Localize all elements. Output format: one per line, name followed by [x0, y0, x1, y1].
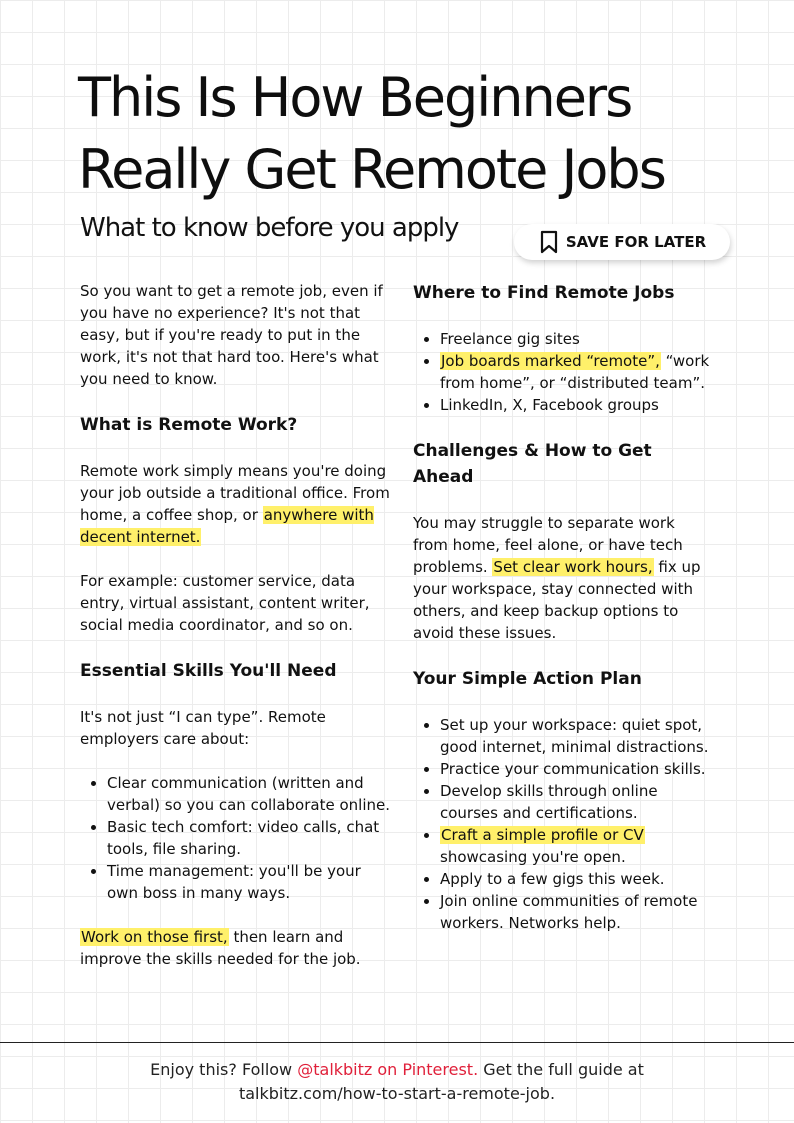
highlight-job-boards: Job boards marked “remote”, — [441, 352, 660, 370]
challenges-heading: Challenges & How to Get Ahead — [413, 441, 652, 487]
bookmark-icon — [538, 230, 560, 254]
footer-text-b: Get the full guide at — [478, 1060, 644, 1079]
highlight-clear-work-hours: Set clear work hours, — [493, 558, 653, 576]
challenges-text-b: fix up your workspace, stay connected with others, and keep backup options to avoid these issues. — [413, 558, 701, 642]
right-column — [413, 280, 713, 956]
list-item — [440, 824, 713, 868]
page-subtitle: What to know before you apply — [80, 213, 459, 243]
profile-cv-text: showcasing you're open. — [440, 848, 626, 866]
page-title — [78, 62, 758, 206]
list-item: • Apply to a few gigs this week. — [440, 868, 713, 890]
highlight-profile-cv: Craft a simple profile or CV — [441, 826, 644, 844]
action-plan-heading: Your Simple Action Plan — [413, 669, 642, 689]
list-item: • Join online communities of remote workers. Networks help. — [440, 890, 713, 934]
list-item: • LinkedIn, X, Facebook groups — [440, 394, 713, 416]
pinterest-link[interactable]: @talkbitz on Pinterest. — [297, 1060, 479, 1079]
list-item — [440, 350, 713, 394]
title-line-1: This Is How Beginners — [78, 66, 632, 129]
list-item: • Basic tech comfort: video calls, chat tools, file sharing. — [107, 816, 390, 860]
action-plan-list — [413, 714, 713, 934]
highlight-decent-internet: anywhere with decent internet. — [80, 506, 374, 546]
footer-divider — [0, 1042, 794, 1043]
list-item: • Practice your communication skills. — [440, 758, 713, 780]
guide-url[interactable]: talkbitz.com/how-to-start-a-remote-job. — [238, 1084, 556, 1103]
where-list — [413, 328, 713, 416]
save-for-later-button[interactable] — [514, 224, 730, 260]
skills-list — [80, 772, 390, 904]
what-is-remote-work-heading: What is Remote Work? — [80, 415, 298, 435]
footer-text-a: Enjoy this? Follow — [150, 1060, 298, 1079]
intro-paragraph: So you want to get a remote job, even if you have no experience? It's not that easy, but if you're ready to put in the work, it's not that hard too. Here's what you need to know. — [80, 282, 383, 388]
closing-text: then learn and improve the skills needed for the job. — [80, 928, 361, 968]
highlight-work-on-those-first: Work on those first, — [81, 928, 228, 946]
list-item: • Set up your workspace: quiet spot, good internet, minimal distractions. — [440, 714, 713, 758]
list-item: • Clear communication (written and verbal) so you can collaborate online. — [107, 772, 390, 816]
definition-text: Remote work simply means you're doing your job outside a traditional office. From home, a coffee shop, or — [80, 462, 390, 524]
where-to-find-heading: Where to Find Remote Jobs — [413, 283, 675, 303]
challenges-paragraph — [413, 512, 713, 644]
list-item: • Develop skills through online courses and certifications. — [440, 780, 713, 824]
skills-intro: It's not just “I can type”. Remote employers care about: — [80, 708, 326, 748]
examples-paragraph: For example: customer service, data entry, virtual assistant, content writer, social media coordinator, and so on. — [80, 572, 370, 634]
save-for-later-label: SAVE FOR LATER — [565, 233, 707, 251]
job-boards-text: “work from home”, or “distributed team”. — [440, 352, 710, 392]
title-line-2: Really Get Remote Jobs — [78, 138, 665, 201]
closing-paragraph — [80, 926, 390, 970]
challenges-text-a: You may struggle to separate work from home, feel alone, or have tech problems. — [413, 514, 683, 576]
remote-work-definition — [80, 460, 390, 548]
left-column — [80, 280, 390, 992]
list-item: • Time management: you'll be your own boss in many ways. — [107, 860, 390, 904]
footer — [0, 1058, 794, 1106]
list-item: • Freelance gig sites — [440, 328, 713, 350]
essential-skills-heading: Essential Skills You'll Need — [80, 661, 337, 681]
